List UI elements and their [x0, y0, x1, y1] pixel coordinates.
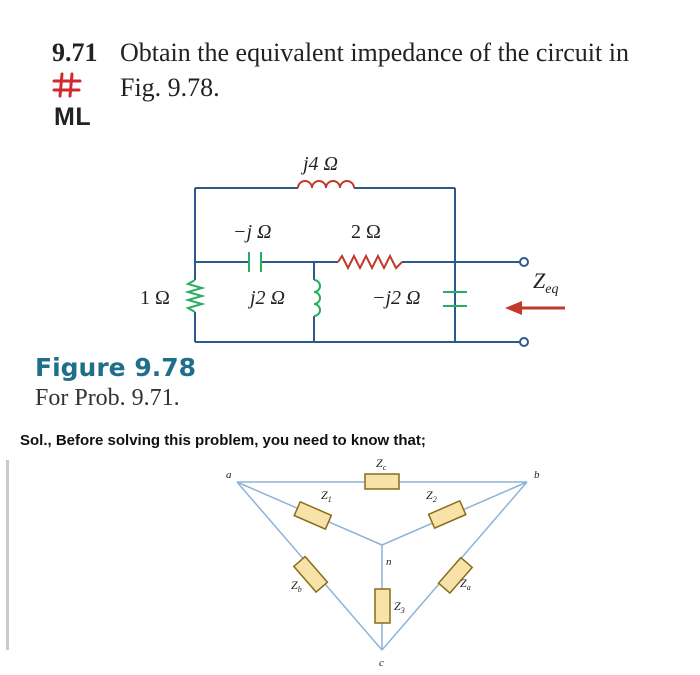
- impedance-z2: [429, 501, 466, 528]
- problem-statement-line1: Obtain the equivalent impedance of the circuit in: [120, 38, 629, 67]
- label-z3: $Z_3$: [394, 599, 405, 615]
- label-minus-j: −j Ω: [233, 221, 272, 243]
- impedance-z3: [375, 589, 390, 623]
- capacitor-mid: [249, 252, 261, 272]
- circuit-diagram: [0, 140, 700, 355]
- impedance-z1: [294, 502, 331, 529]
- label-j2: j2 Ω: [250, 287, 286, 309]
- network-wires: [237, 482, 527, 650]
- node-a: a: [226, 469, 232, 481]
- node-n: n: [386, 556, 392, 568]
- label-za: $Z_a$: [460, 576, 471, 592]
- resistor-left: [188, 280, 202, 312]
- delta-wye-diagram: [0, 448, 700, 675]
- inductor-top: [298, 181, 354, 188]
- figure-title: Figure 9.78: [35, 353, 197, 382]
- terminal-bottom: [520, 338, 528, 346]
- label-zc: $Z_c$: [376, 456, 387, 472]
- problem-statement-line2: Fig. 9.78.: [120, 73, 220, 102]
- label-2ohm: 2 Ω: [351, 221, 381, 243]
- terminal-top: [520, 258, 528, 266]
- inductor-mid: [314, 280, 320, 316]
- figure-caption: For Prob. 9.71.: [35, 385, 180, 411]
- problem-number: 9.71: [52, 38, 98, 67]
- label-zeq: $Z_{eq}$: [533, 268, 559, 297]
- zeq-arrow: [505, 301, 565, 315]
- label-z1: $Z_1$: [321, 488, 332, 504]
- label-j4: j4 Ω: [303, 153, 339, 175]
- label-z2: $Z_2$: [426, 488, 437, 504]
- label-minus-j2: −j2 Ω: [372, 287, 421, 309]
- impedance-zc: [365, 474, 399, 489]
- resistor-mid: [338, 256, 402, 268]
- hash-icon: [52, 72, 82, 103]
- label-zb: $Z_b$: [291, 578, 302, 594]
- label-1ohm: 1 Ω: [140, 287, 170, 309]
- solution-intro: Sol., Before solving this problem, you need to know that;: [20, 432, 426, 449]
- node-b: b: [534, 469, 540, 481]
- ml-badge: ML: [54, 103, 92, 131]
- node-c: c: [379, 657, 384, 669]
